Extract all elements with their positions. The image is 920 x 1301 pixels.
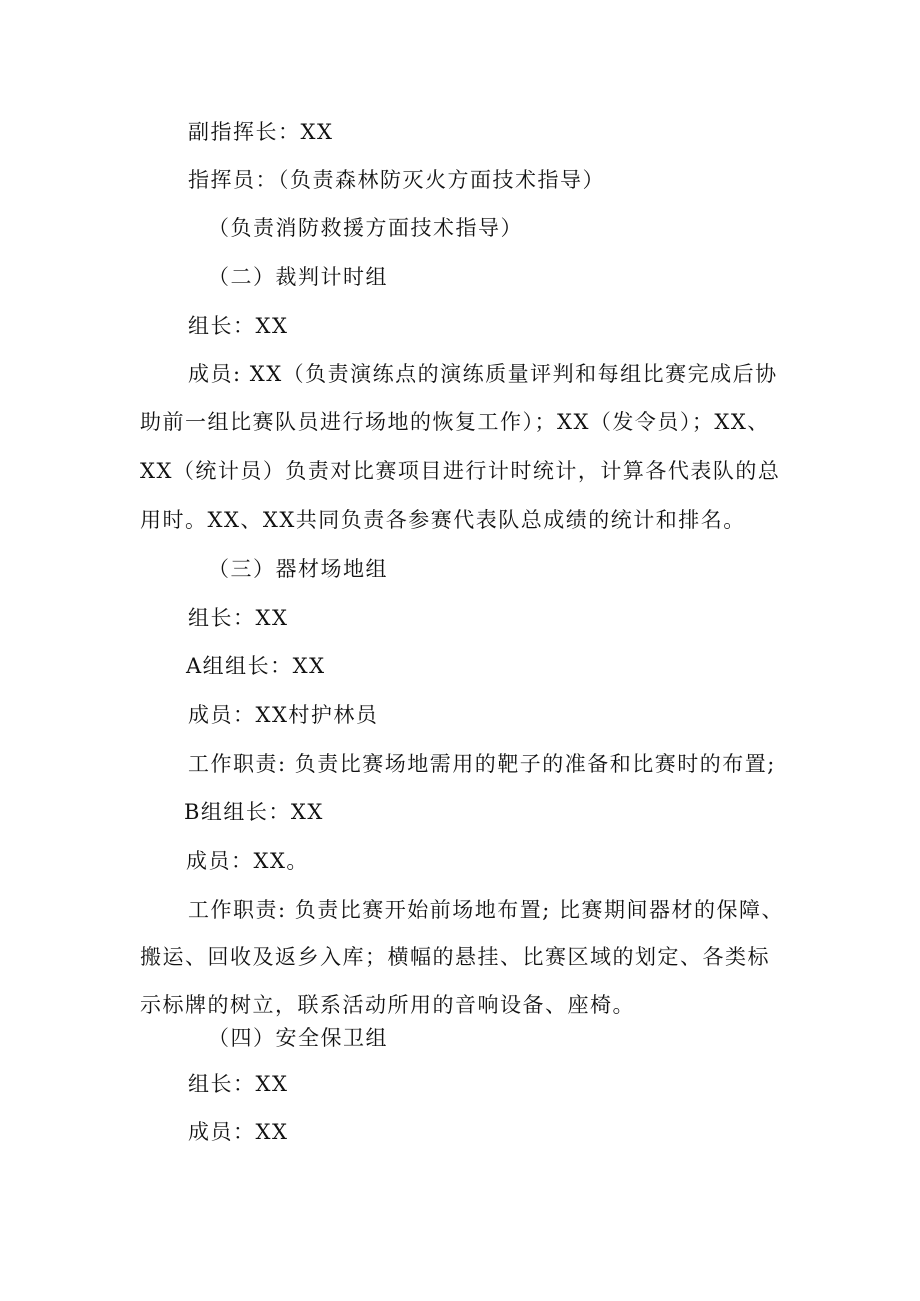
section-heading-referee-timing: （二）裁判计时组 — [208, 265, 388, 289]
section-heading-equipment-venue: （三）器材场地组 — [208, 557, 388, 581]
group-b-duties-line-3: 示标牌的树立，联系活动所用的音响设备、座椅。 — [140, 993, 635, 1017]
referee-members-line-1: 成员: XX（负责演练点的演练质量评判和每组比赛完成后协 — [188, 362, 778, 386]
referee-group-leader-line: 组长：XX — [188, 314, 289, 338]
security-group-leader-line: 组长：XX — [188, 1072, 289, 1096]
equipment-group-leader-line: 组长：XX — [188, 606, 289, 630]
group-b-duties-line-1: 工作职责: 负责比赛开始前场地布置; 比赛期间器材的保障、 — [188, 898, 784, 922]
group-a-duties-line: 工作职责: 负责比赛场地需用的靶子的准备和比赛时的布置; — [188, 752, 776, 776]
referee-members-line-3: XX（统计员）负责对比赛项目进行计时统计，计算各代表队的总 — [140, 459, 781, 483]
commander-staff-line: 指挥员：（负责森林防灭火方面技术指导） — [188, 168, 605, 192]
deputy-commander-line: 副指挥长：XX — [188, 120, 334, 144]
section-heading-security: （四）安全保卫组 — [208, 1026, 388, 1050]
group-a-members-line: 成员：XX村护林员 — [188, 703, 379, 727]
group-a-leader-line: A组组长：XX — [186, 654, 326, 678]
security-members-line: 成员：XX — [188, 1120, 289, 1144]
group-b-leader-line: B组组长：XX — [184, 800, 324, 824]
group-b-members-line: 成员：XX。 — [186, 849, 309, 873]
group-b-duties-line-2: 搬运、回收及返乡入库；横幅的悬挂、比赛区域的划定、各类标 — [140, 945, 770, 969]
fire-rescue-guidance-line: （负责消防救援方面技术指导） — [208, 216, 523, 240]
referee-members-line-4: 用时。XX、XX共同负责各参赛代表队总成绩的统计和排名。 — [140, 508, 746, 532]
referee-members-line-2: 助前一组比赛队员进行场地的恢复工作）；XX（发令员）；XX、 — [140, 410, 770, 434]
